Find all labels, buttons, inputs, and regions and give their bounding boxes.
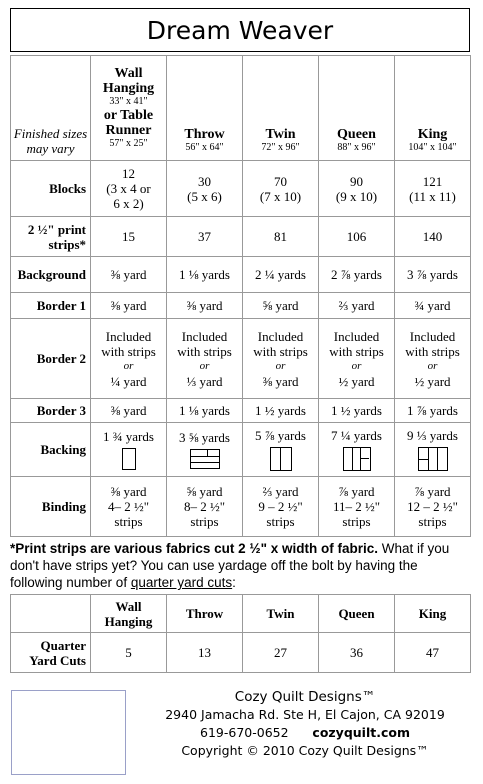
backing-three-panel-vertical-icon bbox=[418, 447, 448, 471]
cell: Included with strips or ⅜ yard bbox=[243, 319, 319, 399]
row-label: Border 1 bbox=[11, 293, 91, 319]
row-background bbox=[11, 257, 471, 293]
row-backing bbox=[11, 423, 471, 477]
col-wall-hanging: Wall Hanging bbox=[91, 595, 167, 633]
cell bbox=[11, 595, 91, 633]
cell: 30 (5 x 6) bbox=[167, 161, 243, 217]
cell: 27 bbox=[243, 633, 319, 673]
footer-contact bbox=[140, 688, 470, 760]
cuts-values-row bbox=[11, 633, 471, 673]
cell: ⅝ yard 8– 2 ½" strips bbox=[167, 477, 243, 537]
cell: ⅜ yard 4– 2 ½" strips bbox=[91, 477, 167, 537]
row-border2 bbox=[11, 319, 471, 399]
backing-three-panel-horizontal-icon bbox=[190, 449, 220, 469]
cell: 2 ⅞ yards bbox=[319, 257, 395, 293]
row-strips bbox=[11, 217, 471, 257]
row-label: Border 2 bbox=[11, 319, 91, 399]
cell: 7 ¼ yards bbox=[319, 423, 395, 477]
cell: 3 ⅞ yards bbox=[395, 257, 471, 293]
cell: 15 bbox=[91, 217, 167, 257]
cell: ⅜ yard bbox=[91, 399, 167, 423]
finished-sizes-note: Finished sizes may vary bbox=[11, 56, 91, 161]
cell: 70 (7 x 10) bbox=[243, 161, 319, 217]
cell: 1 ⅛ yards bbox=[167, 399, 243, 423]
cell: 12 (3 x 4 or 6 x 2) bbox=[91, 161, 167, 217]
row-border1 bbox=[11, 293, 471, 319]
cell: 5 bbox=[91, 633, 167, 673]
cell: ⅜ yard bbox=[91, 257, 167, 293]
cell: 1 ⅞ yards bbox=[395, 399, 471, 423]
print-strips-note: *Print strips are various fabrics cut 2 ½" x width of fabric. What if you don't have strips yet? You can use yardage off the bolt by having the following number of quarter yard cuts: bbox=[10, 541, 450, 590]
cell: 81 bbox=[243, 217, 319, 257]
cell: Included with strips or ⅓ yard bbox=[167, 319, 243, 399]
row-label: Blocks bbox=[11, 161, 91, 217]
col-throw: Throw 56" x 64" bbox=[167, 56, 243, 161]
quarter-yard-cuts-table bbox=[10, 594, 471, 673]
cuts-header-row bbox=[11, 595, 471, 633]
cell: 9 ⅓ yards bbox=[395, 423, 471, 477]
col-twin: Twin 72" x 96" bbox=[243, 56, 319, 161]
backing-three-panel-vertical-icon bbox=[343, 447, 371, 471]
cell: 90 (9 x 10) bbox=[319, 161, 395, 217]
backing-two-panel-vertical-icon bbox=[270, 447, 292, 471]
cell: 1 ⅛ yards bbox=[167, 257, 243, 293]
backing-single-panel-icon bbox=[122, 448, 136, 470]
row-label: 2 ½" print strips* bbox=[11, 217, 91, 257]
cell: ⅔ yard 9 – 2 ½" strips bbox=[243, 477, 319, 537]
col-queen: Queen 88" x 96" bbox=[319, 56, 395, 161]
cell: 36 bbox=[319, 633, 395, 673]
col-wall-hanging: Wall Hanging 33" x 41" or Table Runner 57" x 25" bbox=[91, 56, 167, 161]
company-address: 2940 Jamacha Rd. Ste H, El Cajon, CA 92019 bbox=[165, 707, 445, 722]
cell: 3 ⅝ yards bbox=[167, 423, 243, 477]
col-queen: Queen bbox=[319, 595, 395, 633]
cell: 106 bbox=[319, 217, 395, 257]
cell: 1 ½ yards bbox=[319, 399, 395, 423]
cell: Included with strips or ½ yard bbox=[395, 319, 471, 399]
row-label: Binding bbox=[11, 477, 91, 537]
cell: ⅔ yard bbox=[319, 293, 395, 319]
cell: ⅜ yard bbox=[167, 293, 243, 319]
pattern-title: Dream Weaver bbox=[10, 8, 470, 52]
row-label: Quarter Yard Cuts bbox=[11, 633, 91, 673]
col-throw: Throw bbox=[167, 595, 243, 633]
cell: 37 bbox=[167, 217, 243, 257]
logo-placeholder-box bbox=[11, 690, 126, 775]
cell: 5 ⅞ yards bbox=[243, 423, 319, 477]
row-label: Background bbox=[11, 257, 91, 293]
row-border3 bbox=[11, 399, 471, 423]
cell: 13 bbox=[167, 633, 243, 673]
row-binding bbox=[11, 477, 471, 537]
col-king: King 104" x 104" bbox=[395, 56, 471, 161]
cell: Included with strips or ¼ yard bbox=[91, 319, 167, 399]
header-row bbox=[11, 56, 471, 161]
cell: 1 ½ yards bbox=[243, 399, 319, 423]
cell: Included with strips or ½ yard bbox=[319, 319, 395, 399]
cell: ¾ yard bbox=[395, 293, 471, 319]
cell: ⅞ yard 11– 2 ½" strips bbox=[319, 477, 395, 537]
copyright: Copyright © 2010 Cozy Quilt Designs™ bbox=[181, 743, 429, 758]
col-king: King bbox=[395, 595, 471, 633]
cell: ⅞ yard 12 – 2 ½" strips bbox=[395, 477, 471, 537]
row-label: Backing bbox=[11, 423, 91, 477]
row-blocks bbox=[11, 161, 471, 217]
cell: 1 ¾ yards bbox=[91, 423, 167, 477]
cell: ⅝ yard bbox=[243, 293, 319, 319]
company-website[interactable]: cozyquilt.com bbox=[312, 725, 410, 740]
cell: ⅜ yard bbox=[91, 293, 167, 319]
cell: 121 (11 x 11) bbox=[395, 161, 471, 217]
cell: 47 bbox=[395, 633, 471, 673]
yardage-table bbox=[10, 55, 471, 537]
col-twin: Twin bbox=[243, 595, 319, 633]
cell: 140 bbox=[395, 217, 471, 257]
cell: 2 ¼ yards bbox=[243, 257, 319, 293]
row-label: Border 3 bbox=[11, 399, 91, 423]
company-phone: 619-670-0652 bbox=[200, 725, 289, 740]
company-name: Cozy Quilt Designs™ bbox=[234, 689, 376, 705]
